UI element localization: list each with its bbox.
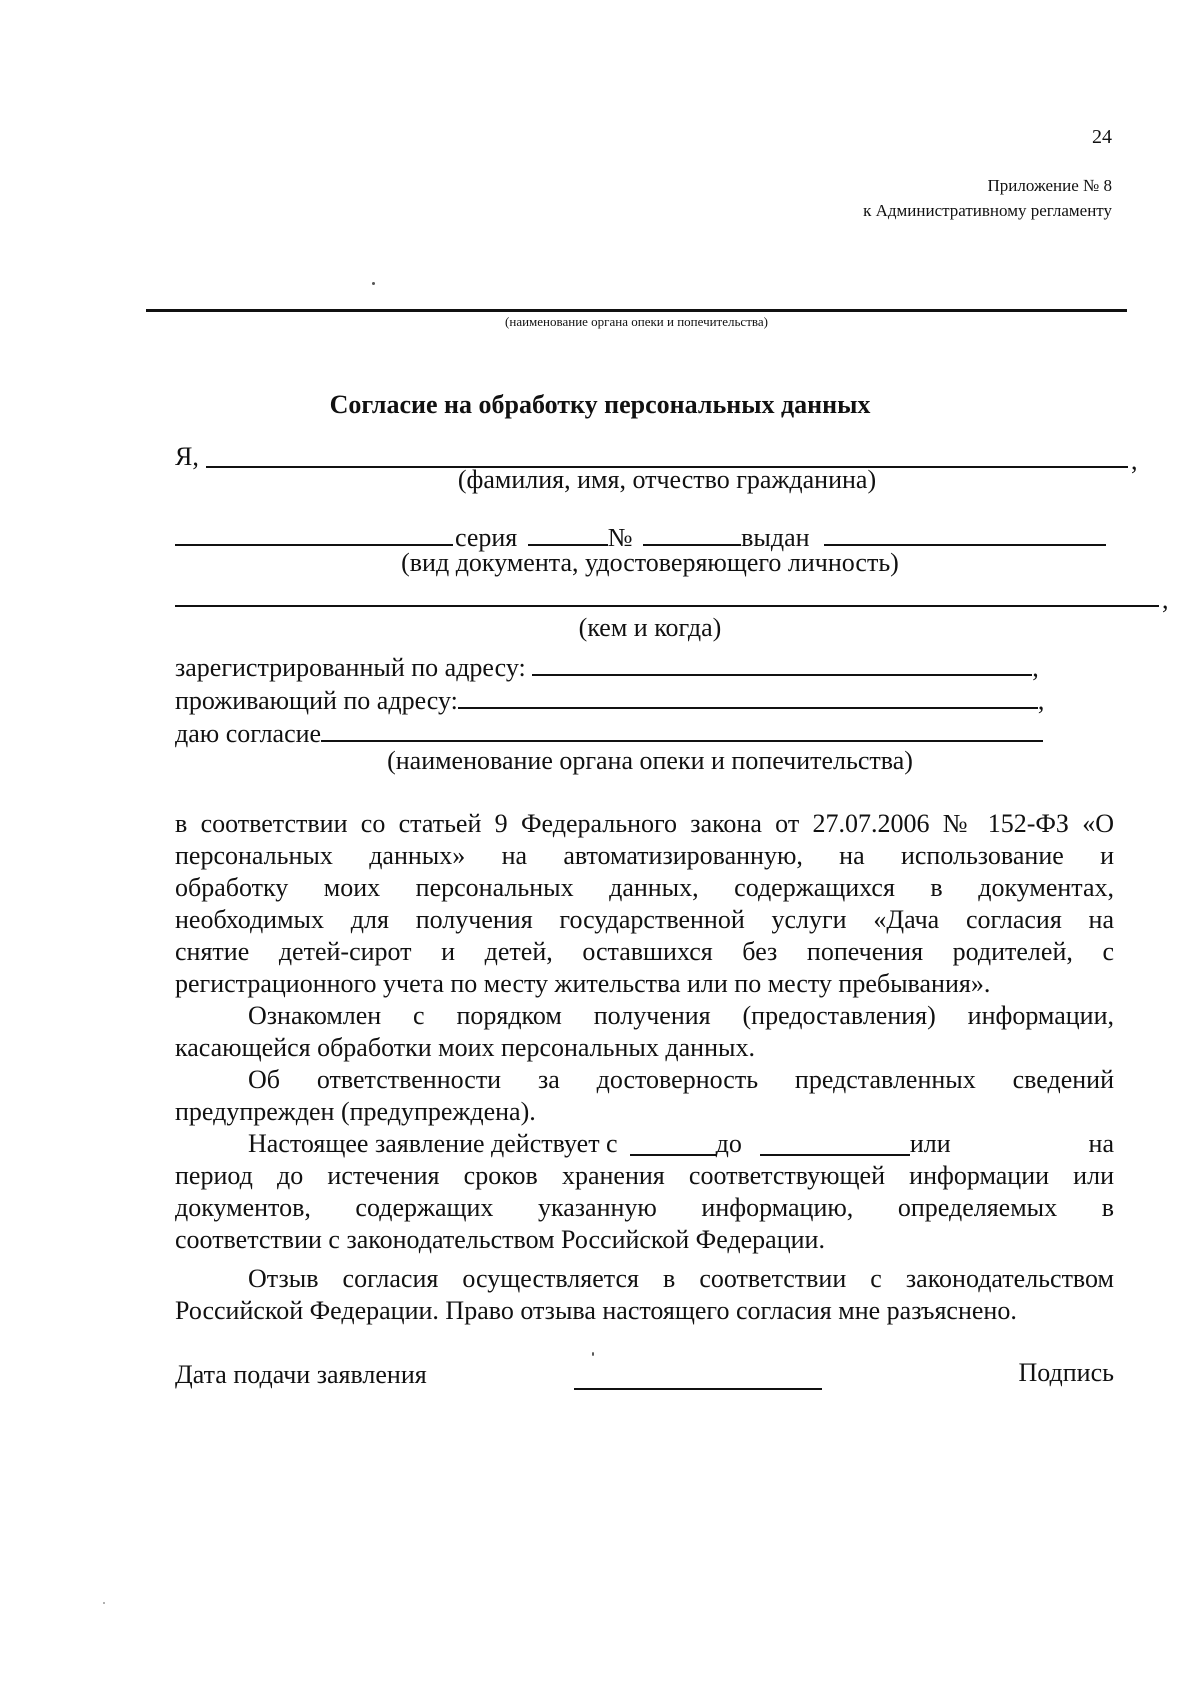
scan-speck (103, 1602, 105, 1604)
registered-label: зарегистрированный по адресу: (175, 653, 526, 682)
issued-by-caption: (кем и когда) (578, 613, 722, 642)
signature-line (574, 1388, 822, 1390)
scan-speck (372, 282, 375, 285)
registered-comma: , (1032, 653, 1039, 682)
issued-by-comma: , (1162, 585, 1169, 614)
appendix-number: Приложение № 8 (987, 176, 1112, 195)
living-label: проживающий по адресу: (175, 686, 458, 715)
paragraph-1-line: снятие детей-сирот и детей, оставшихся без попечения родителей, с (175, 937, 1114, 966)
nomer-label: № (607, 523, 633, 552)
paragraph-3-last-line: предупрежден (предупреждена). (175, 1097, 536, 1126)
valid-or-label: или на (909, 1129, 1114, 1158)
paragraph-1-line: в соответствии со статьей 9 Федерального закона от 27.07.2006 № 152-ФЗ «О (175, 809, 1114, 838)
signature-label: Подпись (1018, 1358, 1114, 1387)
valid-from-label: Настоящее заявление действует с (248, 1129, 618, 1158)
vydan-label: выдан (741, 523, 810, 552)
paragraph-1-last-line: регистрационного учета по месту жительства или по месту пребывания». (175, 969, 991, 998)
nomer-line (643, 518, 741, 546)
consent-organ-caption: (наименование органа опеки и попечительства) (387, 746, 913, 775)
ya-label: Я, (175, 442, 199, 471)
vydan-line (824, 518, 1106, 546)
paragraph-4-line: период до истечения сроков хранения соответствующей информации или (175, 1161, 1114, 1190)
paragraph-1-line: необходимых для получения государственной услуги «Дача согласия на (175, 905, 1114, 934)
living-address-line (458, 681, 1038, 709)
fio-comma: , (1131, 446, 1138, 475)
paragraph-5-line: Отзыв согласия осуществляется в соответствии с законодательством (248, 1264, 1114, 1293)
consent-label: даю согласие (175, 719, 322, 748)
registered-address-line (532, 648, 1032, 676)
paragraph-1-line: персональных данных» на автоматизированную, на использование и (175, 841, 1114, 870)
page-number: 24 (1092, 126, 1112, 148)
organ-name-caption: (наименование органа опеки и попечительства) (505, 314, 768, 329)
paragraph-4-first-line (175, 1128, 1114, 1160)
consent-row (175, 714, 1043, 749)
valid-to-line (760, 1128, 910, 1156)
consent-organ-line (321, 714, 1043, 742)
paragraph-3-line: Об ответственности за достоверность представленных сведений (248, 1065, 1114, 1094)
seriya-label: серия (455, 523, 518, 552)
document-title: Согласие на обработку персональных данных (329, 390, 871, 419)
paragraph-4-line: документов, содержащих указанную информацию, определяемых в (175, 1193, 1114, 1222)
seriya-line (528, 518, 608, 546)
registered-row (175, 648, 1039, 683)
issued-by-line (175, 605, 1159, 607)
paragraph-1-line: обработку моих персональных данных, содержащихся в документах, (175, 873, 1114, 902)
living-row (175, 681, 1044, 716)
paragraph-2-line: Ознакомлен с порядком получения (предоставления) информации, (248, 1001, 1114, 1030)
document-type-line (175, 518, 453, 546)
document-caption: (вид документа, удостоверяющего личность) (401, 548, 899, 577)
living-comma: , (1037, 686, 1045, 715)
valid-to-label: до (715, 1129, 742, 1158)
paragraph-5-last-line: Российской Федерации. Право отзыва настоящего согласия мне разъяснено. (175, 1296, 1017, 1325)
valid-from-line (630, 1128, 716, 1156)
scan-speck (592, 1352, 594, 1356)
fio-caption: (фамилия, имя, отчество гражданина) (457, 465, 877, 494)
submission-date-label: Дата подачи заявления (175, 1360, 427, 1389)
organ-name-line (146, 309, 1127, 312)
paragraph-2-last-line: касающейся обработки моих персональных данных. (175, 1033, 755, 1062)
paragraph-4-last-line: соответствии с законодательством Российской Федерации. (175, 1225, 825, 1254)
appendix-regulation: к Административному регламенту (863, 201, 1112, 220)
